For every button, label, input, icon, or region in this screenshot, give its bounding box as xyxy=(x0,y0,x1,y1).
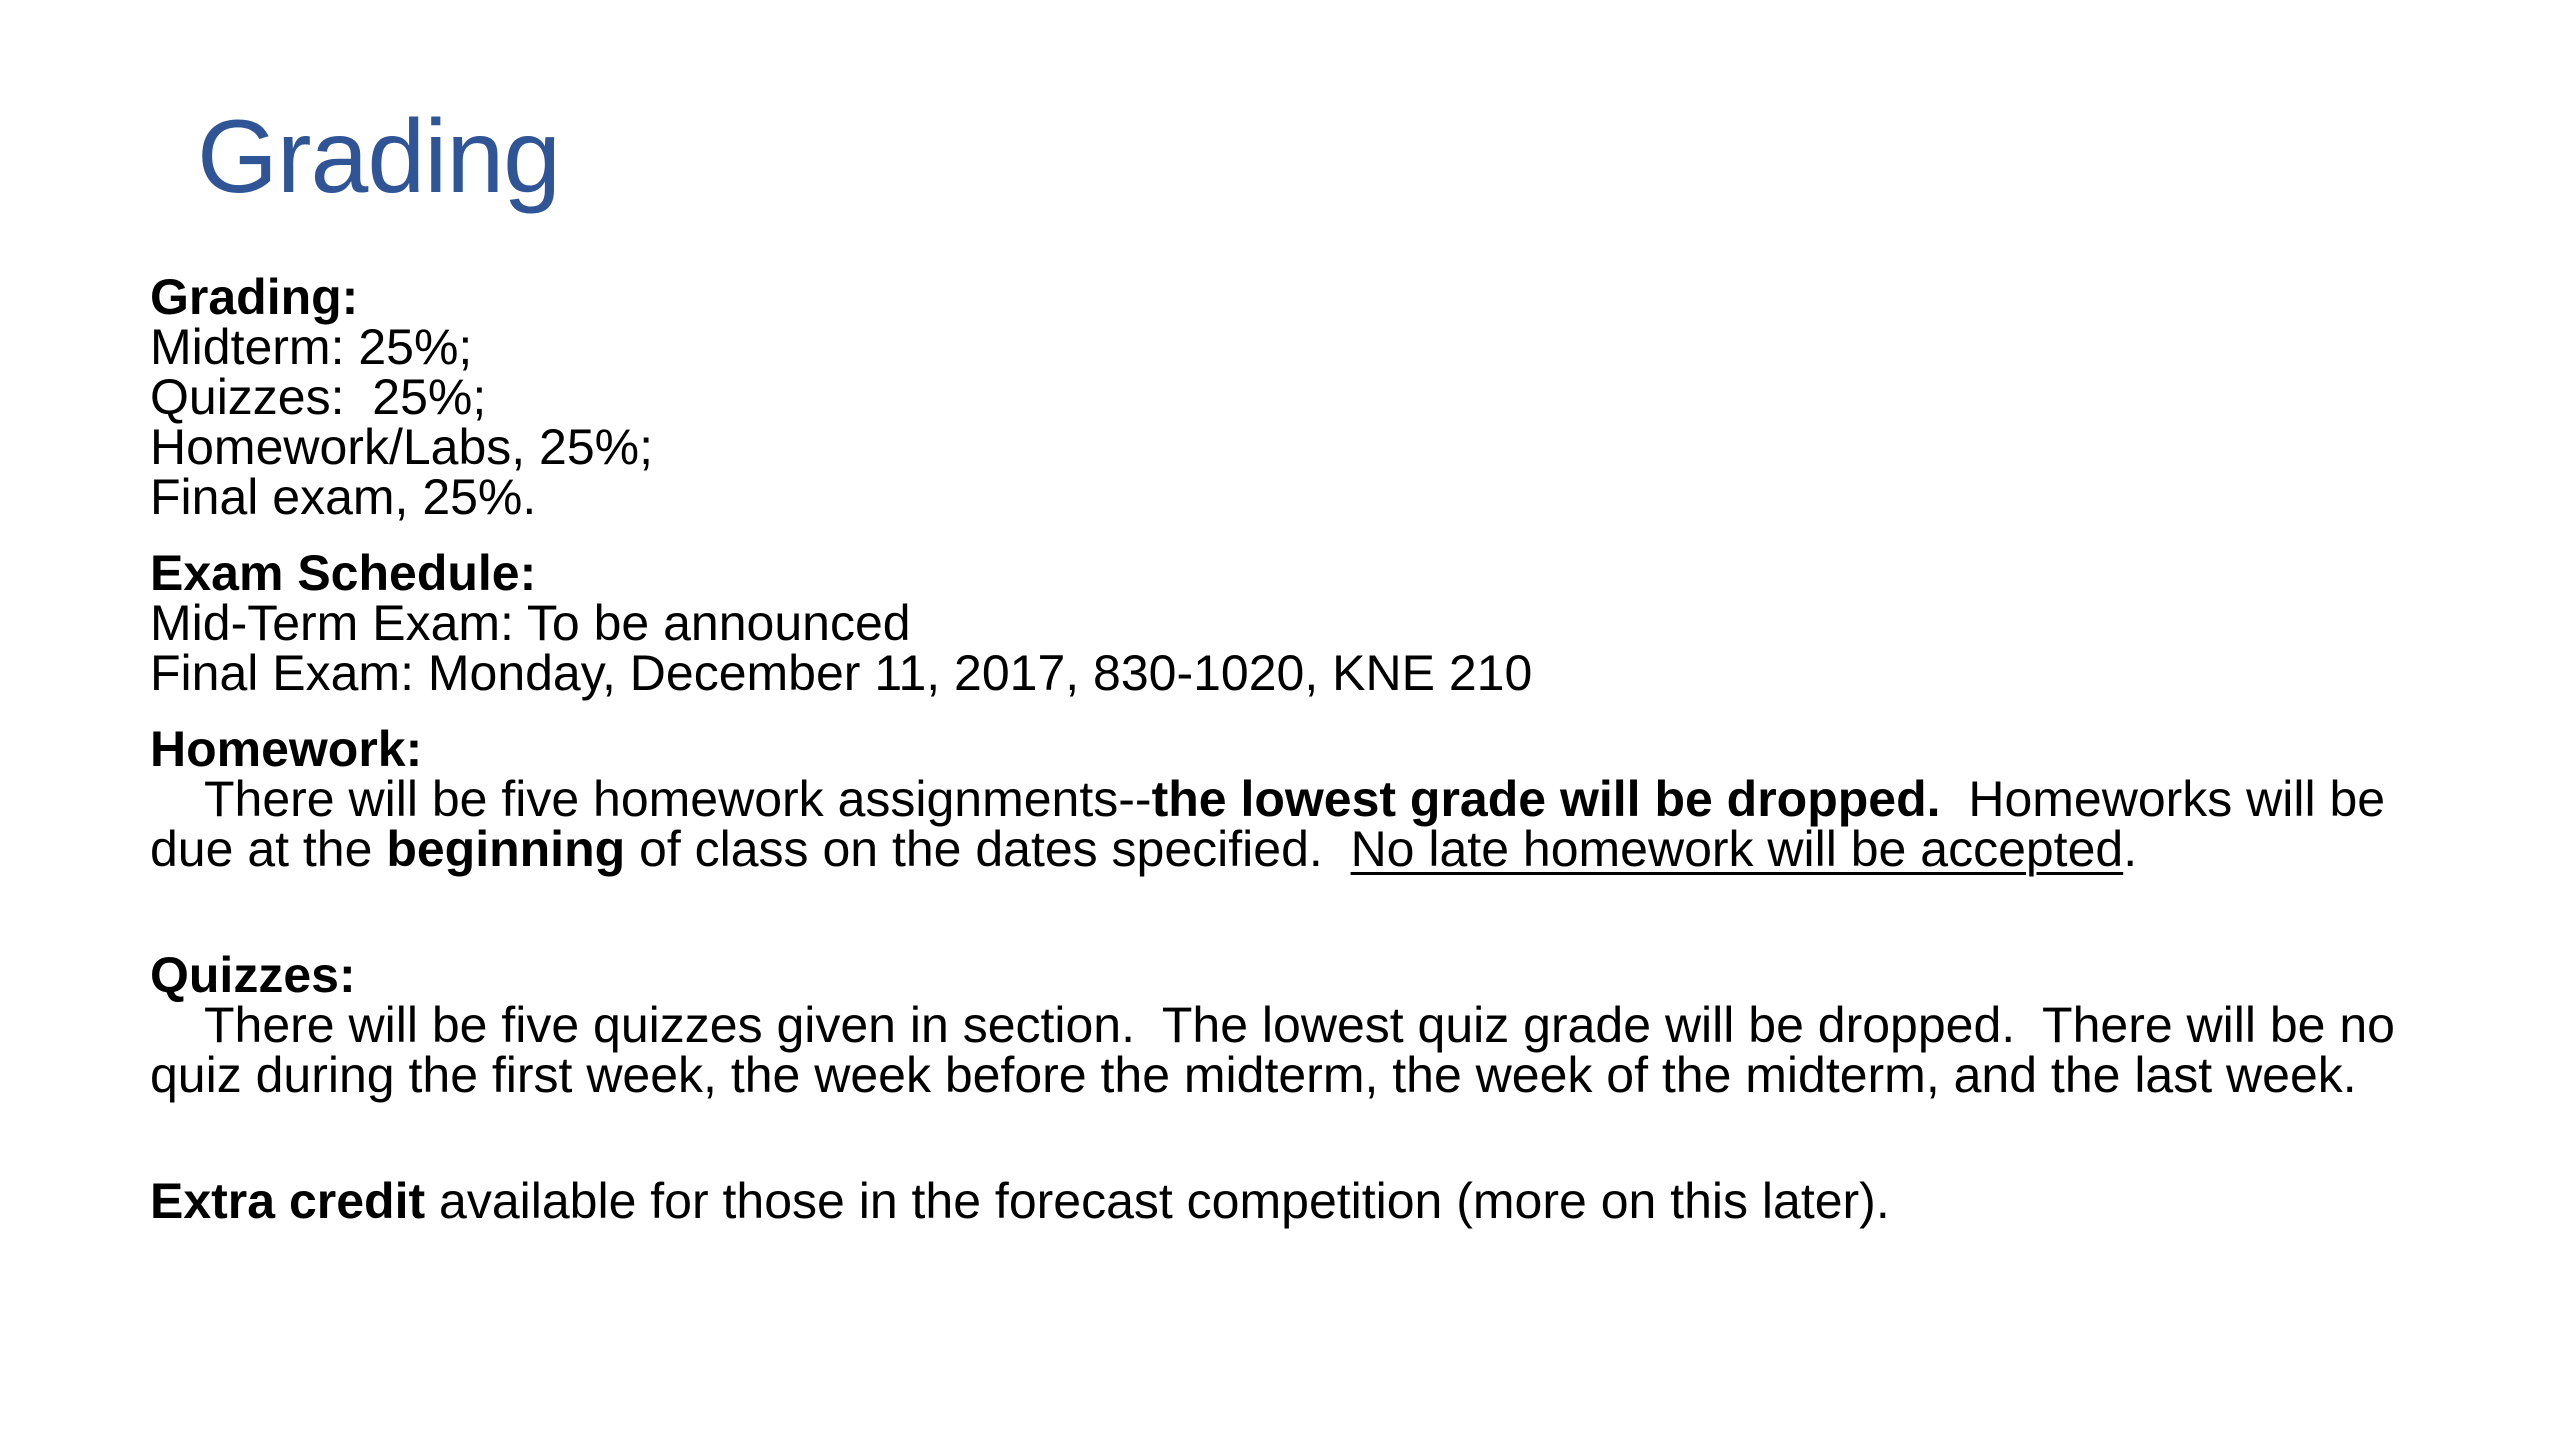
homework-heading: Homework: xyxy=(150,721,423,777)
homework-paragraph xyxy=(150,771,2440,877)
exam-schedule-midterm: Mid-Term Exam: To be announced xyxy=(150,595,911,651)
homework-underline-late: No late homework will be accepted xyxy=(1350,821,2124,877)
quizzes-heading: Quizzes: xyxy=(150,947,356,1003)
grading-item-final: Final exam, 25%. xyxy=(150,469,537,525)
homework-text-1: There will be five homework assignments-- xyxy=(204,771,1152,827)
slide-title: Grading xyxy=(197,99,560,215)
grading-item-homework: Homework/Labs, 25%; xyxy=(150,419,654,475)
slide-body xyxy=(150,269,2440,1229)
exam-schedule-heading: Exam Schedule: xyxy=(150,545,537,601)
grading-section xyxy=(150,269,2440,525)
grading-item-quizzes: Quizzes: 25%; xyxy=(150,369,487,425)
homework-text-2: Homeworks will be due at the xyxy=(150,771,2400,877)
homework-bold-dropped: the lowest grade will be dropped. xyxy=(1151,771,1941,827)
grading-heading: Grading: xyxy=(150,269,359,325)
grading-item-midterm: Midterm: 25%; xyxy=(150,319,473,375)
quizzes-section xyxy=(150,947,2440,1103)
homework-text-3: of class on the dates specified. xyxy=(625,821,1351,877)
homework-text-4: . xyxy=(2123,821,2138,877)
extra-credit-text: available for those in the forecast competition (more on this later). xyxy=(425,1173,1890,1229)
quizzes-paragraph: There will be five quizzes given in section. The lowest quiz grade will be dropped. There will be no quiz during the first week, the week before the midterm, the week of the midterm, and the last week. xyxy=(150,997,2409,1103)
exam-schedule-final: Final Exam: Monday, December 11, 2017, 830-1020, KNE 210 xyxy=(150,645,1533,701)
homework-bold-beginning: beginning xyxy=(386,821,626,877)
extra-credit-section xyxy=(150,1173,2440,1229)
exam-schedule-section xyxy=(150,545,2440,701)
homework-section xyxy=(150,721,2440,877)
extra-credit-bold: Extra credit xyxy=(150,1173,426,1229)
